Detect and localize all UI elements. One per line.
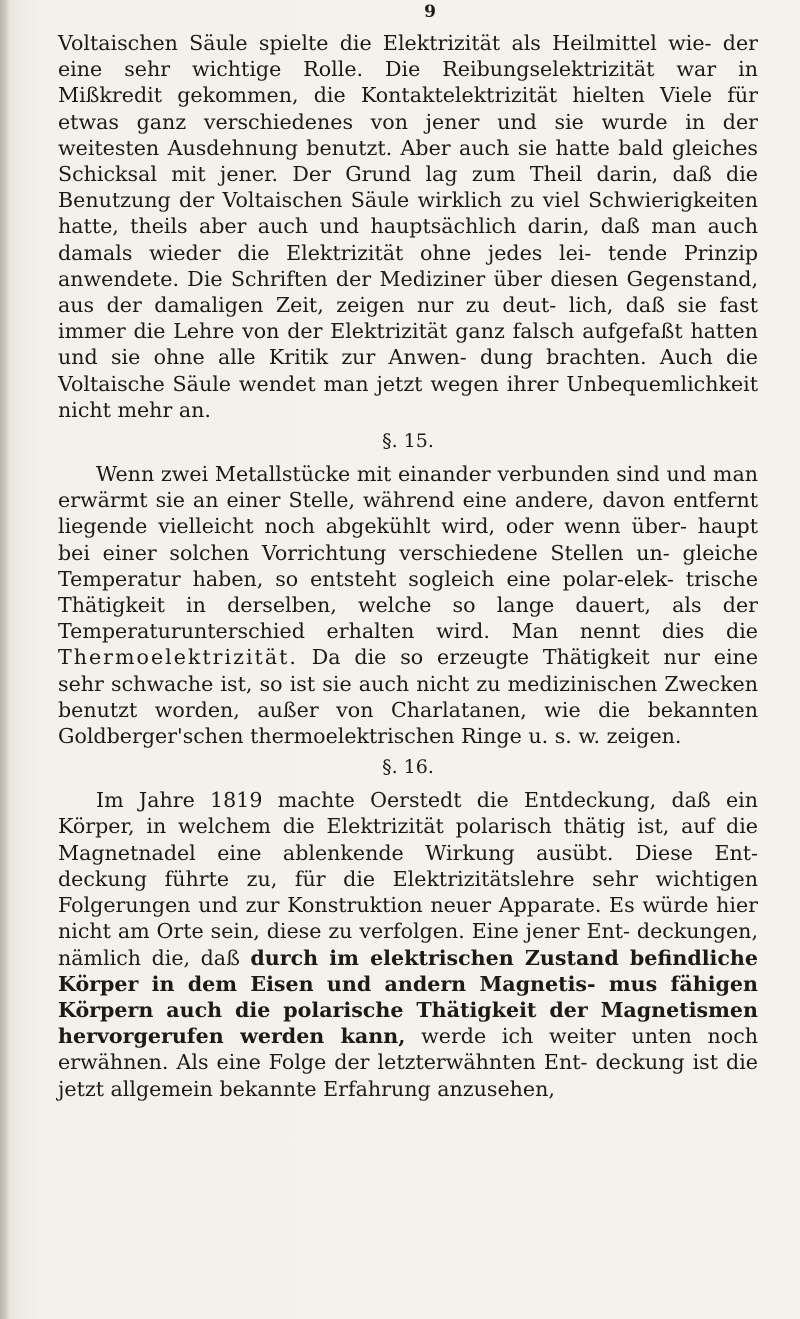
- gutter-shadow: [0, 0, 10, 1319]
- page-number: 9: [424, 2, 436, 22]
- term-thermoelectricity: Thermoelektrizität.: [58, 645, 298, 670]
- paragraph-thermoelectricity-text-b: Da die so erzeugte Thätigkeit nur eine sehr schwache ist, so ist sie auch nicht zu medizinischen Zwecken benutzt worden, außer von Charlatanen, wie die bekannten Goldberger'schen thermoelektrischen Ringe u. s. w. zeigen.: [58, 645, 759, 749]
- emphasis-magnetism-induction: durch im elektrischen Zustand befindliche Körper in dem Eisen und andern Magnetis- mus fähigen Körpern auch die polarische Thätigkeit der Magnetismen hervorgerufen werden kann,: [58, 945, 758, 1049]
- section-heading-15: §. 15.: [382, 430, 434, 453]
- paragraph-oersted-text-a: Im Jahre 1819 machte Oerstedt die Entdeckung, daß ein Körper, in welchem die Elektrizität polarisch thätig ist, auf die Magnetnadel eine ablenkende Wirkung ausübt. Diese Ent- deckung führte zu, für die Elektrizitätslehre sehr wichtigen Folgerungen und zur Konstruktion neuer Apparate. Es würde hier nicht am Orte sein, diese zu verfolgen. Eine jener Ent- deckungen, nämlich die, daß: [58, 788, 758, 970]
- section-heading-16: §. 16.: [382, 756, 434, 779]
- page-body: [58, 30, 758, 1102]
- paragraph-voltaic-pile: Voltaischen Säule spielte die Elektrizität als Heilmittel wie- der eine sehr wichtige Rolle. Die Reibungselektrizität war in Mißkredit gekommen, die Kontaktelektrizität hielten Viele für etwas ganz verschiedenes von jener und sie wurde in der weitesten Ausdehnung benutzt. Aber auch sie hatte bald gleiches Schicksal mit jener. Der Grund lag zum Theil darin, daß die Benutzung der Voltaischen Säule wirklich zu viel Schwierigkeiten hatte, theils aber auch und hauptsächlich darin, daß man auch damals wieder die Elektrizität ohne jedes lei- tende Prinzip anwendete. Die Schriften der Mediziner über diesen Gegenstand, aus der damaligen Zeit, zeigen nur zu deut- lich, daß sie fast immer die Lehre von der Elektrizität ganz falsch aufgefaßt hatten und sie ohne alle Kritik zur Anwen- dung brachten. Auch die Voltaische Säule wendet man jetzt wegen ihrer Unbequemlichkeit nicht mehr an.: [58, 31, 758, 422]
- paragraph-oersted: [58, 787, 758, 1101]
- paragraph-oersted-text-b: werde ich weiter unten noch erwähnen. Als eine Folge der letzterwähnten Ent- deckung ist die jetzt allgemein bekannte Erfahrung anzusehen,: [58, 1024, 758, 1101]
- paragraph-thermoelectricity: [58, 461, 758, 749]
- paragraph-thermoelectricity-text-a: Wenn zwei Metallstücke mit einander verbunden sind und man erwärmt sie an einer Stelle, während eine andere, davon entfernt liegende vielleicht noch abgekühlt wird, oder wenn über- haupt bei einer solchen Vorrichtung verschiedene Stellen un- gleiche Temperatur haben, so entsteht sogleich eine polar-elek- trische Thätigkeit in derselben, welche so lange dauert, als der Temperaturunterschied erhalten wird. Man nennt dies die: [58, 462, 758, 644]
